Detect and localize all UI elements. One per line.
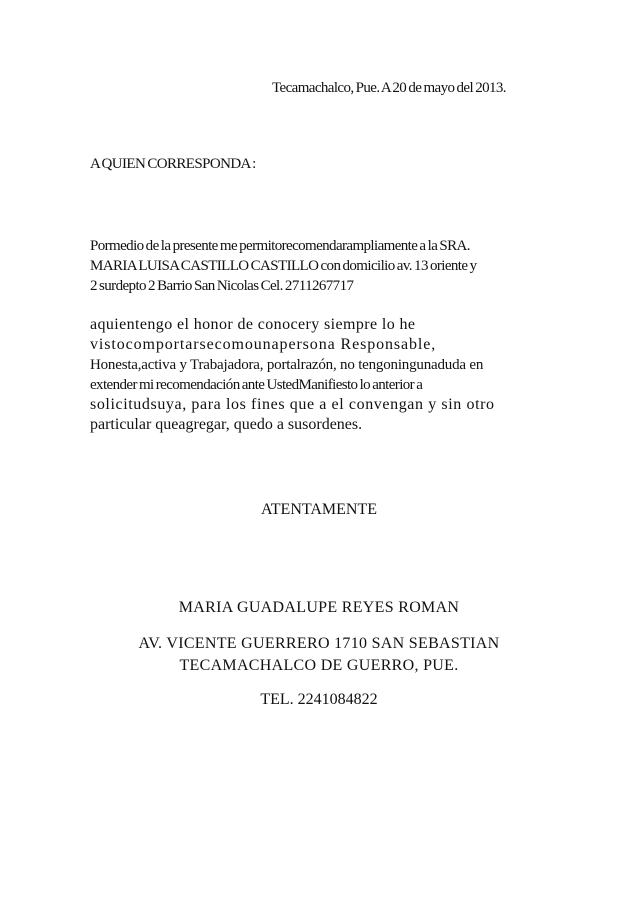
signer-phone: TEL. 2241084822 <box>260 691 378 708</box>
paragraph2-line: aquientengo el honor de conocery siempre lo he <box>90 316 416 333</box>
signer-address-line1: AV. VICENTE GUERRERO 1710 SAN SEBASTIAN <box>138 635 500 652</box>
paragraph1-line: MARIA LUISA CASTILLO CASTILLO con domicilio av. 13 oriente y <box>90 258 477 274</box>
signer-address-line2: TECAMACHALCO DE GUERRO, PUE. <box>179 657 459 674</box>
paragraph2-line: solicitudsuya, para los fines que a el convengan y sin otro <box>90 396 495 413</box>
paragraph2-line: Honesta,activa y Trabajadora, portalrazón, no tengoningunaduda en <box>90 357 484 373</box>
closing: ATENTAMENTE <box>260 501 378 518</box>
paragraph1-line: Pormedio de la presente me permitorecomendarampliamente a la SRA. <box>90 238 470 254</box>
paragraph2-line: extender mi recomendación ante UstedManifiesto lo anterior a <box>90 377 423 393</box>
paragraph2-line: particular queagregar, quedo a susordenes. <box>90 416 363 433</box>
letter-date: Tecamachalco, Pue. A 20 de mayo del 2013. <box>272 80 506 96</box>
paragraph2-line: vistocomportarsecomounapersona Responsable, <box>90 336 437 353</box>
signer-name: MARIA GUADALUPE REYES ROMAN <box>178 599 460 616</box>
salutation: A QUIEN CORRESPONDA : <box>90 156 256 172</box>
paragraph1-line: 2 surdepto 2 Barrio San Nicolas Cel. 2711267717 <box>90 278 354 294</box>
